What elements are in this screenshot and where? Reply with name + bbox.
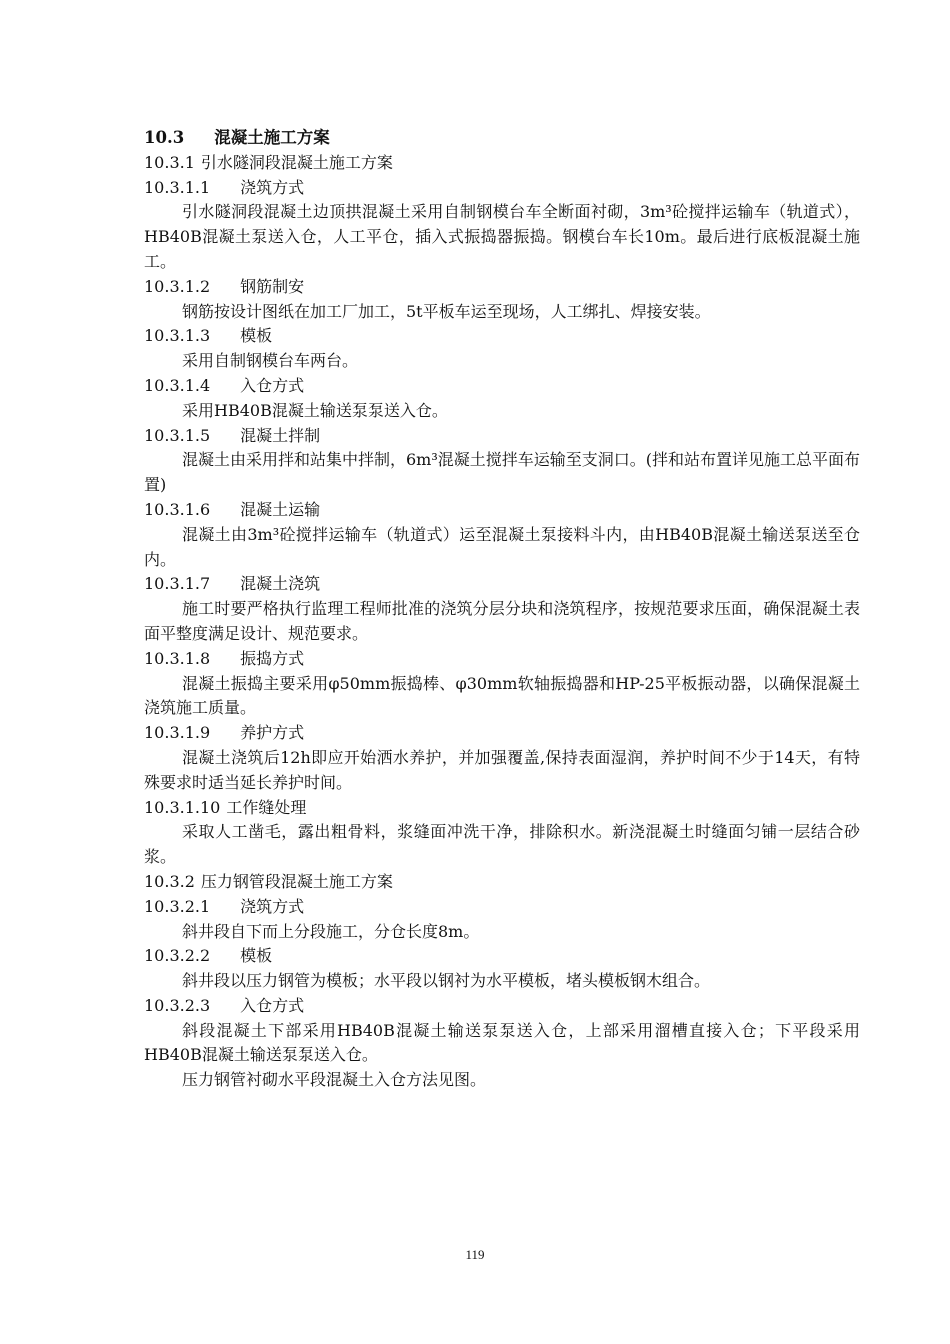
item-title: 入仓方式 — [240, 995, 305, 1015]
item-heading — [144, 498, 860, 523]
subsection-title: 压力钢管段混凝土施工方案 — [200, 871, 393, 891]
item-heading — [144, 721, 860, 746]
paragraph: 采用自制钢模台车两台。 — [182, 351, 359, 371]
subsection-heading — [144, 870, 860, 895]
item-number: 10.3.1.4 — [144, 375, 211, 395]
paragraph: 混凝土浇筑后12h即应开始洒水养护，并加强覆盖,保持表面湿润，养护时间不少于14天，有特殊要求时适当延长养护时间。 — [144, 747, 860, 792]
item-number: 10.3.2.3 — [144, 995, 211, 1015]
page-number: 119 — [465, 1247, 485, 1262]
paragraph: 引水隧洞段混凝土边顶拱混凝土采用自制钢模台车全断面衬砌，3m³砼搅拌运输车（轨道式），HB40B混凝土泵送入仓，人工平仓，插入式振捣器振捣。钢模台车长10m。最后进行底板混凝土施工。 — [144, 202, 860, 271]
item-heading — [144, 275, 860, 300]
paragraph: 混凝土振捣主要采用φ50mm振捣棒、φ30mm软轴振捣器和HP-25平板振动器，以确保混凝土浇筑施工质量。 — [144, 673, 860, 718]
paragraph: 斜段混凝土下部采用HB40B混凝土输送泵泵送入仓，上部采用溜槽直接入仓；下平段采用HB40B混凝土输送泵泵送入仓。 — [144, 1020, 860, 1065]
item-heading — [144, 994, 860, 1019]
item-number: 10.3.1.1 — [144, 177, 211, 197]
paragraph: 采用HB40B混凝土输送泵泵送入仓。 — [182, 400, 448, 420]
section-title: 混凝土施工方案 — [214, 128, 330, 147]
document-body — [144, 126, 860, 1093]
item-title: 浇筑方式 — [240, 896, 305, 916]
item-heading — [144, 424, 860, 449]
item-heading — [144, 374, 860, 399]
paragraph: 钢筋按设计图纸在加工厂加工，5t平板车运至现场，人工绑扎、焊接安装。 — [182, 301, 711, 321]
item-title: 混凝土拌制 — [240, 425, 321, 445]
item-heading — [144, 572, 860, 597]
item-title: 入仓方式 — [240, 375, 305, 395]
item-number: 10.3.1.9 — [144, 723, 211, 743]
item-number: 10.3.1.6 — [144, 499, 211, 519]
item-title: 混凝土浇筑 — [240, 574, 321, 594]
item-title: 工作缝处理 — [226, 797, 307, 817]
subsection-heading — [144, 151, 860, 176]
item-number: 10.3.2.2 — [144, 946, 211, 966]
section-number: 10.3 — [144, 128, 185, 147]
paragraph: 压力钢管衬砌水平段混凝土入仓方法见图。 — [182, 1070, 487, 1090]
paragraph: 斜井段以压力钢管为模板；水平段以钢衬为水平模板，堵头模板钢木组合。 — [182, 971, 711, 991]
paragraph: 采取人工凿毛，露出粗骨料，浆缝面冲洗干净，排除积水。新浇混凝土时缝面匀铺一层结合砂浆。 — [144, 822, 860, 867]
item-title: 混凝土运输 — [240, 499, 321, 519]
paragraph: 混凝土由3m³砼搅拌运输车（轨道式）运至混凝土泵接料斗内，由HB40B混凝土输送泵送至仓内。 — [144, 524, 860, 569]
item-heading — [144, 895, 860, 920]
paragraph: 斜井段自下而上分段施工，分仓长度8m。 — [182, 921, 480, 941]
item-number: 10.3.1.3 — [144, 326, 211, 346]
item-heading — [144, 796, 860, 821]
item-title: 浇筑方式 — [240, 177, 305, 197]
item-heading — [144, 176, 860, 201]
item-heading — [144, 647, 860, 672]
section-heading — [144, 126, 860, 151]
item-title: 养护方式 — [240, 723, 305, 743]
item-number: 10.3.1.5 — [144, 425, 211, 445]
paragraph: 混凝土由采用拌和站集中拌制，6m³混凝土搅拌车运输至支洞口。(拌和站布置详见施工总平面布置) — [144, 450, 861, 495]
subsection-number: 10.3.2 — [144, 871, 195, 891]
item-number: 10.3.1.10 — [144, 797, 221, 817]
item-title: 模板 — [240, 946, 273, 966]
item-number: 10.3.1.7 — [144, 574, 211, 594]
item-title: 钢筋制安 — [240, 276, 305, 296]
item-title: 模板 — [240, 326, 273, 346]
subsection-number: 10.3.1 — [144, 152, 195, 172]
paragraph: 施工时要严格执行监理工程师批准的浇筑分层分块和浇筑程序，按规范要求压面，确保混凝土表面平整度满足设计、规范要求。 — [144, 599, 860, 643]
subsection-title: 引水隧洞段混凝土施工方案 — [200, 152, 393, 172]
item-number: 10.3.1.2 — [144, 276, 211, 296]
item-heading — [144, 324, 860, 349]
item-title: 振捣方式 — [240, 648, 305, 668]
item-heading — [144, 944, 860, 969]
item-number: 10.3.2.1 — [144, 896, 211, 916]
item-number: 10.3.1.8 — [144, 648, 211, 668]
